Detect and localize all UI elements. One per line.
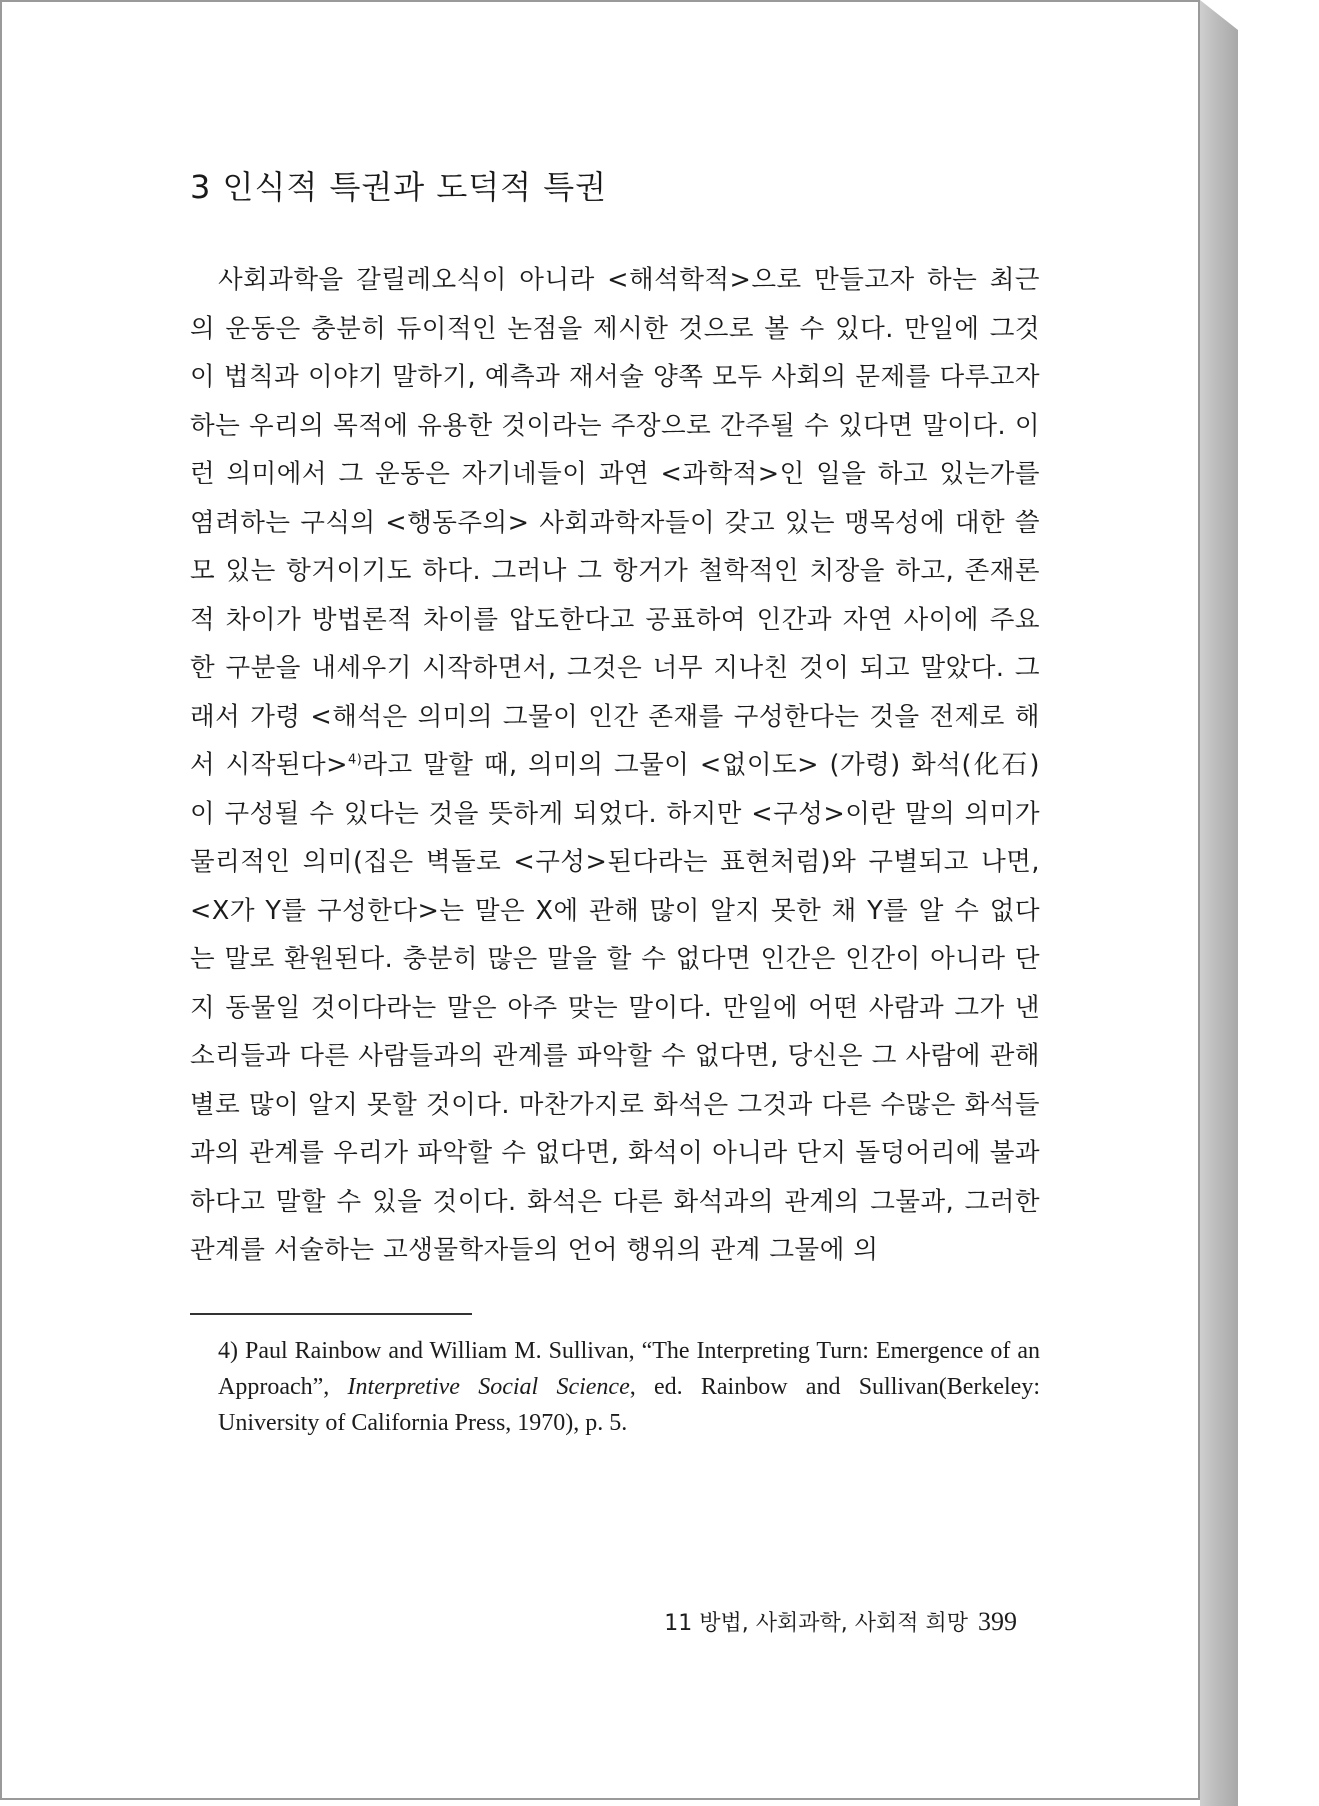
body-paragraph [190, 256, 1040, 1275]
footnote-text-after-title: , ed. Rainbow and Sullivan(Berkeley: University of California Press, 1970), p. 5. [218, 1373, 1040, 1436]
section-heading: 3 인식적 특권과 도덕적 특권 [190, 168, 608, 206]
page-content [190, 162, 1040, 1441]
footnote-reference[interactable]: 4) [348, 752, 363, 768]
background-margin [1238, 30, 1319, 1806]
body-text-part1: 사회과학을 갈릴레오식이 아니라 <해석학적>으로 만들고자 하는 최근의 운동은 충분히 듀이적인 논점을 제시한 것으로 볼 수 있다. 만일에 그것이 법칙과 이야기 말하기, 예측과 재서술 양쪽 모두 사회의 문제를 다루고자 하는 우리의 목적에 유용한 것이라는 주장으로 간주될 수 있다면 말이다. 이런 의미에서 그 운동은 자기네들이 과연 <과학적>인 일을 하고 있는가를 염려하는 구식의 <행동주의> 사회과학자들이 갖고 있는 맹목성에 대한 쓸모 있는 항거이기도 하다. 그러나 그 항거가 철학적인 치장을 하고, 존재론적 차이가 방법론적 차이를 압도한다고 공표하여 인간과 자연 사이에 주요한 구분을 내세우기 시작하면서, 그것은 너무 지나친 것이 되고 말았다. 그래서 가령 <해석은 의미의 그물이 인간 존재를 구성한다는 것을 전제로 해서 시작된다> [190, 265, 1040, 780]
page-number: 399 [978, 1607, 1017, 1636]
footnote-book-title: Interpretive Social Science [347, 1373, 630, 1400]
footer-chapter-title: 11 방법, 사회과학, 사회적 희망 [664, 1611, 968, 1636]
running-footer [2, 1606, 1017, 1637]
footnote [190, 1333, 1040, 1441]
footnote-divider [190, 1313, 472, 1315]
footnote-number: 4) [218, 1337, 238, 1364]
footnote-text-before-title: Paul Rainbow and William M. Sullivan, “The Interpreting Turn: Emergence of an Approach”, [218, 1337, 1040, 1400]
page-edge-shadow [1200, 0, 1238, 1806]
body-text-part2: 라고 말할 때, 의미의 그물이 <없이도> (가령) 화석(化石)이 구성될 수 있다는 것을 뜻하게 되었다. 하지만 <구성>이란 말의 의미가 물리적인 의미(집은 벽돌로 <구성>된다라는 표현처럼)와 구별되고 나면, <X가 Y를 구성한다>는 말은 X에 관해 많이 알지 못한 채 Y를 알 수 없다는 말로 환원된다. 충분히 많은 말을 할 수 없다면 인간은 인간이 아니라 단지 동물일 것이다라는 말은 아주 맞는 말이다. 만일에 어떤 사람과 그가 낸 소리들과 다른 사람들과의 관계를 파악할 수 없다면, 당신은 그 사람에 관해 별로 많이 알지 못할 것이다. 마찬가지로 화석은 그것과 다른 수많은 화석들과의 관계를 우리가 파악할 수 없다면, 화석이 아니라 단지 돌덩어리에 불과하다고 말할 수 있을 것이다. 화석은 다른 화석과의 관계의 그물과, 그러한 관계를 서술하는 고생물학자들의 언어 행위의 관계 그물에 의 [190, 750, 1040, 1265]
